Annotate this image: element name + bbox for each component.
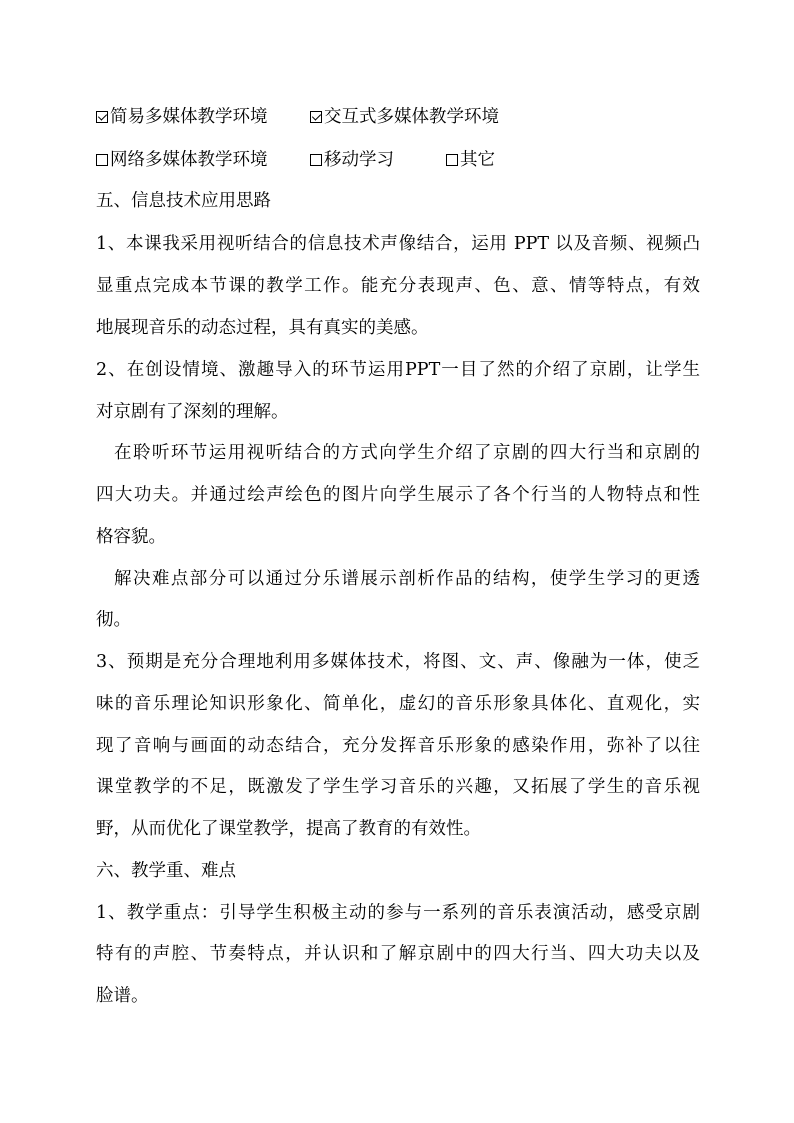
- paragraph-line: 解决难点部分可以通过分乐谱展示剖析作品的结构，使学生学习的更透: [114, 569, 700, 589]
- paragraph-line: 彻。: [96, 610, 131, 630]
- paragraph-line: 在聆听环节运用视听结合的方式向学生介绍了京剧的四大行当和京剧的: [114, 443, 700, 463]
- paragraph-line: 脸谱。: [96, 986, 149, 1006]
- option-network-multimedia[interactable]: [96, 146, 268, 171]
- option-other[interactable]: [446, 146, 495, 171]
- option-label: 简易多媒体教学环境: [110, 107, 268, 127]
- env-options-row-2: [96, 146, 700, 170]
- paragraph-line: 3、预期是充分合理地利用多媒体技术，将图、文、声、像融为一体，使乏: [96, 652, 700, 672]
- option-label: 其它: [460, 150, 495, 170]
- paragraph-line: 对京剧有了深刻的理解。: [96, 402, 289, 422]
- unchecked-box-icon[interactable]: [310, 154, 322, 166]
- paragraph-line: 味的音乐理论知识形象化、简单化，虚幻的音乐形象具体化、直观化，实: [96, 694, 700, 714]
- checked-box-icon[interactable]: [96, 111, 108, 123]
- paragraph-line: 现了音响与画面的动态结合，充分发挥音乐形象的感染作用，弥补了以往: [96, 736, 700, 756]
- paragraph-line: 地展现音乐的动态过程，具有真实的美感。: [96, 318, 429, 338]
- paragraph-line: 格容貌。: [96, 527, 166, 547]
- unchecked-box-icon[interactable]: [446, 154, 458, 166]
- option-label: 网络多媒体教学环境: [110, 150, 268, 170]
- option-mobile-learning[interactable]: [310, 146, 394, 171]
- paragraph-line: 课堂教学的不足，既激发了学生学习音乐的兴趣，又拓展了学生的音乐视: [96, 777, 700, 797]
- option-label: 交互式多媒体教学环境: [324, 107, 499, 127]
- checked-box-icon[interactable]: [310, 111, 322, 123]
- paragraph-line: 1、教学重点：引导学生积极主动的参与一系列的音乐表演活动，感受京剧: [96, 903, 700, 923]
- option-label: 移动学习: [324, 150, 394, 170]
- section-heading: 六、教学重、难点: [96, 861, 236, 881]
- unchecked-box-icon[interactable]: [96, 154, 108, 166]
- env-options-row-1: [96, 103, 700, 127]
- paragraph-line: 野，从而优化了课堂教学，提高了教育的有效性。: [96, 819, 481, 839]
- option-simple-multimedia[interactable]: [96, 103, 268, 128]
- paragraph-line: 显重点完成本节课的教学工作。能充分表现声、色、意、情等特点，有效: [96, 276, 700, 296]
- paragraph-line: 四大功夫。并通过绘声绘色的图片向学生展示了各个行当的人物特点和性: [96, 485, 700, 505]
- paragraph-line: 2、在创设情境、激趣导入的环节运用PPT一目了然的介绍了京剧，让学生: [96, 360, 700, 380]
- paragraph-line: 特有的声腔、节奏特点，并认识和了解京剧中的四大行当、四大功夫以及: [96, 944, 700, 964]
- section-heading: 五、信息技术应用思路: [96, 191, 271, 211]
- paragraph-line: 1、本课我采用视听结合的信息技术声像结合，运用 PPT 以及音频、视频凸: [96, 234, 700, 254]
- option-interactive-multimedia[interactable]: [310, 103, 499, 128]
